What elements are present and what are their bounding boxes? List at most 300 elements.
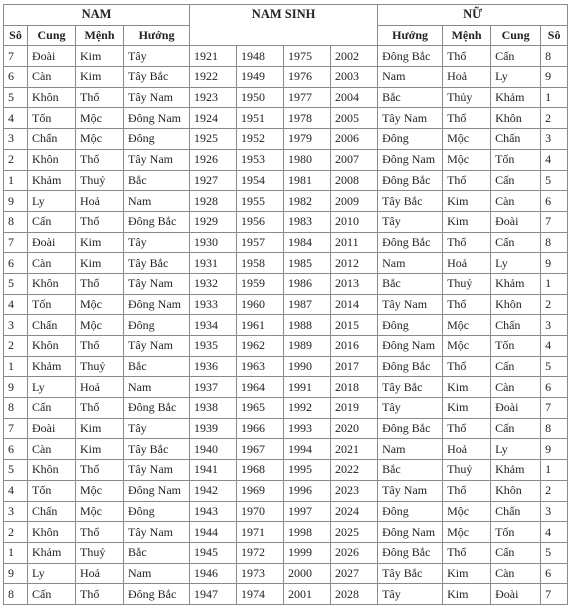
table-row xyxy=(4,542,568,563)
cell-year-3: 1977 xyxy=(284,87,331,108)
cung-menh-table xyxy=(3,4,568,605)
cell-year-1: 1923 xyxy=(190,87,237,108)
cell-menh-nu: Kim xyxy=(443,563,491,584)
cell-cung-nu: Cấn xyxy=(491,232,541,253)
cell-huong-nam: Bắc xyxy=(124,170,190,191)
cell-menh-nam: Thuỷ xyxy=(76,170,124,191)
cell-so-nu: 7 xyxy=(541,584,568,605)
cell-menh-nu: Thuỷ xyxy=(443,460,491,481)
cell-so-nam: 1 xyxy=(4,542,28,563)
cell-huong-nu: Đông Bắc xyxy=(378,542,443,563)
cell-menh-nam: Hoả xyxy=(76,377,124,398)
cell-huong-nam: Đông Bắc xyxy=(124,211,190,232)
col-huong-nam: Hướng xyxy=(124,25,190,46)
cell-huong-nu: Tây xyxy=(378,398,443,419)
cell-menh-nu: Mộc xyxy=(443,149,491,170)
cell-cung-nam: Khôn xyxy=(28,273,76,294)
cell-huong-nam: Tây Nam xyxy=(124,522,190,543)
cell-year-3: 1988 xyxy=(284,315,331,336)
cell-cung-nu: Càn xyxy=(491,377,541,398)
cell-cung-nam: Khôn xyxy=(28,87,76,108)
cell-year-4: 2015 xyxy=(331,315,378,336)
cell-cung-nu: Cấn xyxy=(491,170,541,191)
cell-menh-nu: Thổ xyxy=(443,108,491,129)
cell-menh-nam: Thuỷ xyxy=(76,542,124,563)
cell-cung-nu: Khôn xyxy=(491,294,541,315)
cell-year-4: 2022 xyxy=(331,460,378,481)
cell-huong-nam: Đông Nam xyxy=(124,108,190,129)
cell-year-2: 1950 xyxy=(237,87,284,108)
cell-so-nu: 7 xyxy=(541,211,568,232)
cell-year-1: 1938 xyxy=(190,398,237,419)
cell-year-3: 1993 xyxy=(284,418,331,439)
cell-cung-nam: Ly xyxy=(28,563,76,584)
cell-huong-nu: Bắc xyxy=(378,460,443,481)
cell-huong-nu: Nam xyxy=(378,67,443,88)
table-row xyxy=(4,398,568,419)
cell-year-4: 2009 xyxy=(331,191,378,212)
cell-menh-nu: Thổ xyxy=(443,46,491,67)
cell-so-nam: 4 xyxy=(4,480,28,501)
nam-header: NAM xyxy=(4,5,190,26)
cell-year-4: 2008 xyxy=(331,170,378,191)
cell-menh-nu: Kim xyxy=(443,584,491,605)
cell-menh-nu: Mộc xyxy=(443,336,491,357)
cell-huong-nu: Đông Bắc xyxy=(378,418,443,439)
cell-so-nam: 5 xyxy=(4,460,28,481)
cell-menh-nu: Mộc xyxy=(443,522,491,543)
cell-year-3: 1991 xyxy=(284,377,331,398)
cell-year-1: 1922 xyxy=(190,67,237,88)
cell-cung-nam: Khôn xyxy=(28,460,76,481)
cell-year-2: 1971 xyxy=(237,522,284,543)
cell-cung-nam: Càn xyxy=(28,67,76,88)
cell-huong-nu: Tây xyxy=(378,584,443,605)
cell-cung-nam: Tốn xyxy=(28,294,76,315)
cell-year-1: 1947 xyxy=(190,584,237,605)
cell-year-2: 1970 xyxy=(237,501,284,522)
cell-year-3: 1990 xyxy=(284,356,331,377)
cell-cung-nu: Ly xyxy=(491,67,541,88)
cell-year-3: 1983 xyxy=(284,211,331,232)
table-row xyxy=(4,87,568,108)
table-body xyxy=(4,46,568,605)
nu-header: NỮ xyxy=(378,5,568,26)
table-row xyxy=(4,563,568,584)
cell-huong-nu: Đông xyxy=(378,315,443,336)
cell-so-nam: 7 xyxy=(4,418,28,439)
cell-year-3: 1999 xyxy=(284,542,331,563)
cell-menh-nam: Mộc xyxy=(76,108,124,129)
cell-huong-nam: Tây Nam xyxy=(124,336,190,357)
cell-cung-nam: Càn xyxy=(28,253,76,274)
cell-year-1: 1921 xyxy=(190,46,237,67)
cell-huong-nam: Nam xyxy=(124,377,190,398)
cell-huong-nam: Tây Bắc xyxy=(124,253,190,274)
cell-so-nam: 6 xyxy=(4,439,28,460)
cell-year-4: 2025 xyxy=(331,522,378,543)
cell-year-3: 1982 xyxy=(284,191,331,212)
cell-cung-nam: Đoài xyxy=(28,46,76,67)
cell-cung-nu: Cấn xyxy=(491,356,541,377)
cell-menh-nu: Thổ xyxy=(443,542,491,563)
cell-cung-nam: Cấn xyxy=(28,584,76,605)
cell-so-nam: 7 xyxy=(4,232,28,253)
cell-cung-nam: Đoài xyxy=(28,418,76,439)
cell-year-1: 1945 xyxy=(190,542,237,563)
cell-year-4: 2010 xyxy=(331,211,378,232)
cell-year-1: 1946 xyxy=(190,563,237,584)
cell-menh-nam: Thổ xyxy=(76,336,124,357)
cell-huong-nu: Tây Nam xyxy=(378,480,443,501)
cell-menh-nu: Mộc xyxy=(443,501,491,522)
cell-huong-nu: Tây Nam xyxy=(378,108,443,129)
cell-year-1: 1940 xyxy=(190,439,237,460)
cell-menh-nam: Thổ xyxy=(76,584,124,605)
cell-so-nu: 7 xyxy=(541,398,568,419)
cell-year-3: 1996 xyxy=(284,480,331,501)
cell-so-nu: 5 xyxy=(541,170,568,191)
cell-year-2: 1948 xyxy=(237,46,284,67)
cell-so-nu: 9 xyxy=(541,67,568,88)
cell-cung-nu: Đoài xyxy=(491,398,541,419)
cell-so-nam: 9 xyxy=(4,191,28,212)
cell-menh-nu: Thổ xyxy=(443,480,491,501)
cell-year-4: 2024 xyxy=(331,501,378,522)
cell-year-2: 1955 xyxy=(237,191,284,212)
cell-menh-nam: Thổ xyxy=(76,522,124,543)
cell-year-3: 1976 xyxy=(284,67,331,88)
cell-year-1: 1926 xyxy=(190,149,237,170)
cell-menh-nam: Hoả xyxy=(76,563,124,584)
cell-year-2: 1974 xyxy=(237,584,284,605)
cell-menh-nu: Thổ xyxy=(443,232,491,253)
cell-huong-nam: Đông xyxy=(124,129,190,150)
cell-cung-nam: Chấn xyxy=(28,501,76,522)
cell-menh-nam: Thổ xyxy=(76,398,124,419)
cell-menh-nam: Mộc xyxy=(76,294,124,315)
cell-menh-nu: Mộc xyxy=(443,129,491,150)
cell-year-2: 1960 xyxy=(237,294,284,315)
cell-year-1: 1925 xyxy=(190,129,237,150)
cell-year-2: 1964 xyxy=(237,377,284,398)
cell-huong-nam: Nam xyxy=(124,191,190,212)
cell-huong-nam: Bắc xyxy=(124,356,190,377)
cell-so-nu: 1 xyxy=(541,87,568,108)
cell-menh-nu: Hoả xyxy=(443,67,491,88)
cell-so-nu: 2 xyxy=(541,294,568,315)
table-row xyxy=(4,129,568,150)
cell-huong-nu: Tây Bắc xyxy=(378,563,443,584)
cell-menh-nu: Thổ xyxy=(443,418,491,439)
cell-cung-nam: Khảm xyxy=(28,356,76,377)
cell-year-1: 1936 xyxy=(190,356,237,377)
cell-huong-nu: Đông Bắc xyxy=(378,356,443,377)
cell-huong-nu: Tây Nam xyxy=(378,294,443,315)
cell-year-1: 1937 xyxy=(190,377,237,398)
cell-huong-nam: Đông Nam xyxy=(124,480,190,501)
cell-menh-nu: Kim xyxy=(443,211,491,232)
cell-so-nu: 8 xyxy=(541,232,568,253)
cell-cung-nu: Chấn xyxy=(491,501,541,522)
cell-so-nu: 8 xyxy=(541,418,568,439)
cell-so-nam: 2 xyxy=(4,336,28,357)
cell-menh-nam: Mộc xyxy=(76,480,124,501)
cell-year-2: 1967 xyxy=(237,439,284,460)
cell-year-4: 2016 xyxy=(331,336,378,357)
cell-year-1: 1942 xyxy=(190,480,237,501)
cell-huong-nam: Đông xyxy=(124,501,190,522)
cell-so-nam: 5 xyxy=(4,273,28,294)
cell-huong-nu: Đông xyxy=(378,501,443,522)
table-row xyxy=(4,294,568,315)
cell-cung-nu: Khôn xyxy=(491,108,541,129)
cell-so-nu: 5 xyxy=(541,356,568,377)
table-row xyxy=(4,46,568,67)
cell-menh-nu: Thổ xyxy=(443,294,491,315)
cell-huong-nam: Tây Nam xyxy=(124,273,190,294)
cell-menh-nam: Thuỷ xyxy=(76,356,124,377)
cell-so-nam: 8 xyxy=(4,211,28,232)
col-cung-nu: Cung xyxy=(491,25,541,46)
cell-cung-nam: Khôn xyxy=(28,336,76,357)
cell-menh-nam: Mộc xyxy=(76,129,124,150)
cell-so-nam: 9 xyxy=(4,377,28,398)
cell-menh-nam: Mộc xyxy=(76,501,124,522)
cell-huong-nu: Tây Bắc xyxy=(378,377,443,398)
cell-year-2: 1973 xyxy=(237,563,284,584)
cell-menh-nam: Kim xyxy=(76,232,124,253)
cell-year-4: 2018 xyxy=(331,377,378,398)
cell-year-4: 2027 xyxy=(331,563,378,584)
cell-menh-nu: Thủy xyxy=(443,87,491,108)
cell-so-nu: 6 xyxy=(541,191,568,212)
table-row xyxy=(4,149,568,170)
cell-menh-nam: Thổ xyxy=(76,460,124,481)
cell-year-2: 1965 xyxy=(237,398,284,419)
cell-year-4: 2004 xyxy=(331,87,378,108)
cell-year-3: 1995 xyxy=(284,460,331,481)
cell-huong-nam: Tây xyxy=(124,232,190,253)
cell-so-nu: 4 xyxy=(541,149,568,170)
table-row xyxy=(4,522,568,543)
cell-cung-nu: Chấn xyxy=(491,129,541,150)
cell-menh-nam: Kim xyxy=(76,439,124,460)
cell-cung-nam: Tốn xyxy=(28,480,76,501)
cell-year-3: 1978 xyxy=(284,108,331,129)
cell-menh-nu: Kim xyxy=(443,191,491,212)
cell-so-nam: 1 xyxy=(4,170,28,191)
cell-cung-nu: Cấn xyxy=(491,46,541,67)
cell-cung-nu: Tốn xyxy=(491,336,541,357)
cell-year-4: 2014 xyxy=(331,294,378,315)
cell-year-1: 1927 xyxy=(190,170,237,191)
cell-cung-nam: Khảm xyxy=(28,170,76,191)
cell-cung-nu: Chấn xyxy=(491,315,541,336)
cell-year-1: 1930 xyxy=(190,232,237,253)
cell-menh-nam: Kim xyxy=(76,418,124,439)
table-row xyxy=(4,480,568,501)
cell-huong-nam: Tây xyxy=(124,418,190,439)
cell-menh-nu: Hoả xyxy=(443,253,491,274)
cell-so-nu: 3 xyxy=(541,501,568,522)
cell-year-1: 1943 xyxy=(190,501,237,522)
cell-so-nu: 8 xyxy=(541,46,568,67)
cell-year-4: 2012 xyxy=(331,253,378,274)
cell-year-1: 1935 xyxy=(190,336,237,357)
cell-year-1: 1932 xyxy=(190,273,237,294)
cell-year-2: 1952 xyxy=(237,129,284,150)
cell-year-2: 1961 xyxy=(237,315,284,336)
cell-so-nam: 8 xyxy=(4,584,28,605)
cell-year-3: 1979 xyxy=(284,129,331,150)
cell-year-1: 1934 xyxy=(190,315,237,336)
cell-so-nam: 1 xyxy=(4,356,28,377)
cell-year-1: 1928 xyxy=(190,191,237,212)
cell-huong-nu: Tây xyxy=(378,211,443,232)
cell-year-1: 1929 xyxy=(190,211,237,232)
cell-menh-nu: Thuỷ xyxy=(443,273,491,294)
cell-cung-nam: Tốn xyxy=(28,108,76,129)
cell-huong-nu: Nam xyxy=(378,439,443,460)
cell-huong-nu: Đông Bắc xyxy=(378,46,443,67)
cell-menh-nam: Thổ xyxy=(76,211,124,232)
cell-so-nu: 9 xyxy=(541,439,568,460)
cell-year-2: 1958 xyxy=(237,253,284,274)
cell-huong-nu: Đông Nam xyxy=(378,522,443,543)
cell-year-2: 1954 xyxy=(237,170,284,191)
cell-year-3: 1992 xyxy=(284,398,331,419)
cell-huong-nam: Tây xyxy=(124,46,190,67)
cell-menh-nam: Mộc xyxy=(76,315,124,336)
cell-cung-nu: Khảm xyxy=(491,273,541,294)
cell-so-nu: 1 xyxy=(541,273,568,294)
cell-year-1: 1944 xyxy=(190,522,237,543)
cell-menh-nam: Thổ xyxy=(76,149,124,170)
cell-cung-nu: Đoài xyxy=(491,584,541,605)
table-row xyxy=(4,460,568,481)
cell-year-3: 1980 xyxy=(284,149,331,170)
cell-cung-nu: Ly xyxy=(491,439,541,460)
cell-cung-nu: Càn xyxy=(491,191,541,212)
cell-menh-nu: Hoả xyxy=(443,439,491,460)
cell-huong-nu: Đông Nam xyxy=(378,336,443,357)
cell-year-2: 1968 xyxy=(237,460,284,481)
cell-year-3: 1987 xyxy=(284,294,331,315)
cell-year-1: 1931 xyxy=(190,253,237,274)
cell-year-3: 1986 xyxy=(284,273,331,294)
cell-year-3: 2001 xyxy=(284,584,331,605)
cell-year-4: 2005 xyxy=(331,108,378,129)
cell-menh-nam: Hoả xyxy=(76,191,124,212)
cell-so-nam: 4 xyxy=(4,294,28,315)
cell-cung-nam: Đoài xyxy=(28,232,76,253)
cell-so-nu: 3 xyxy=(541,315,568,336)
table-row xyxy=(4,253,568,274)
table-row xyxy=(4,418,568,439)
cell-year-4: 2013 xyxy=(331,273,378,294)
nam-sinh-header: NAM SINH xyxy=(190,5,378,46)
cell-year-2: 1963 xyxy=(237,356,284,377)
cell-menh-nam: Kim xyxy=(76,46,124,67)
cell-huong-nam: Tây Bắc xyxy=(124,439,190,460)
cell-year-3: 1975 xyxy=(284,46,331,67)
cell-cung-nu: Khảm xyxy=(491,460,541,481)
cell-so-nu: 9 xyxy=(541,253,568,274)
cell-huong-nam: Bắc xyxy=(124,542,190,563)
cell-cung-nam: Chấn xyxy=(28,315,76,336)
cell-year-4: 2011 xyxy=(331,232,378,253)
table-row xyxy=(4,377,568,398)
cell-year-2: 1966 xyxy=(237,418,284,439)
cell-year-1: 1941 xyxy=(190,460,237,481)
col-so-nu: Sô xyxy=(541,25,568,46)
cell-year-4: 2019 xyxy=(331,398,378,419)
cell-so-nu: 4 xyxy=(541,336,568,357)
cell-huong-nam: Tây Nam xyxy=(124,149,190,170)
cell-year-4: 2017 xyxy=(331,356,378,377)
cell-cung-nam: Chấn xyxy=(28,129,76,150)
cell-year-4: 2007 xyxy=(331,149,378,170)
cell-cung-nam: Khôn xyxy=(28,522,76,543)
cell-huong-nu: Đông Bắc xyxy=(378,232,443,253)
cell-cung-nu: Càn xyxy=(491,563,541,584)
col-menh-nu: Mệnh xyxy=(443,25,491,46)
table-row xyxy=(4,439,568,460)
cell-cung-nu: Cấn xyxy=(491,542,541,563)
cell-so-nam: 2 xyxy=(4,149,28,170)
cell-so-nam: 7 xyxy=(4,46,28,67)
cell-year-2: 1959 xyxy=(237,273,284,294)
cell-cung-nu: Khôn xyxy=(491,480,541,501)
cell-menh-nu: Kim xyxy=(443,398,491,419)
cell-so-nu: 3 xyxy=(541,129,568,150)
cell-menh-nam: Thổ xyxy=(76,87,124,108)
table-row xyxy=(4,315,568,336)
table-row xyxy=(4,336,568,357)
cell-huong-nam: Đông Bắc xyxy=(124,398,190,419)
table-row xyxy=(4,67,568,88)
cell-year-3: 2000 xyxy=(284,563,331,584)
table-row xyxy=(4,108,568,129)
cell-cung-nam: Khảm xyxy=(28,542,76,563)
cell-so-nu: 4 xyxy=(541,522,568,543)
cell-year-3: 1994 xyxy=(284,439,331,460)
cell-year-3: 1985 xyxy=(284,253,331,274)
table-row xyxy=(4,356,568,377)
cell-huong-nu: Tây Bắc xyxy=(378,191,443,212)
cell-so-nu: 2 xyxy=(541,480,568,501)
cell-year-1: 1924 xyxy=(190,108,237,129)
cell-huong-nu: Bắc xyxy=(378,273,443,294)
cell-huong-nam: Tây Nam xyxy=(124,460,190,481)
cell-so-nam: 5 xyxy=(4,87,28,108)
cell-year-3: 1984 xyxy=(284,232,331,253)
table-row xyxy=(4,584,568,605)
cell-huong-nam: Tây Bắc xyxy=(124,67,190,88)
cell-cung-nu: Tốn xyxy=(491,522,541,543)
cell-year-4: 2028 xyxy=(331,584,378,605)
cell-year-1: 1939 xyxy=(190,418,237,439)
table-row xyxy=(4,211,568,232)
cell-so-nu: 6 xyxy=(541,377,568,398)
cell-cung-nam: Khôn xyxy=(28,149,76,170)
cell-year-4: 2002 xyxy=(331,46,378,67)
cell-so-nam: 6 xyxy=(4,67,28,88)
cell-menh-nam: Kim xyxy=(76,253,124,274)
cell-cung-nu: Cấn xyxy=(491,418,541,439)
cell-year-4: 2006 xyxy=(331,129,378,150)
